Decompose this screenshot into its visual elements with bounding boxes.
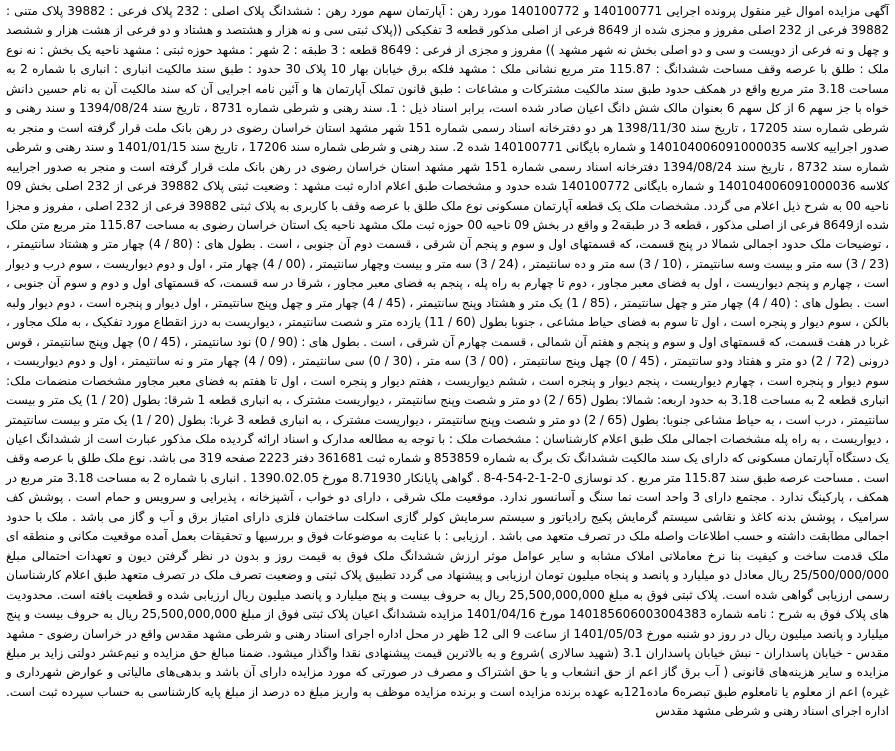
auction-notice-text: آگهی مزایده اموال غیر منقول پرونده اجرایی 140100771 و 140100772 مورد رهن : آپارتمان سهم مورد رهن : ششدانگ پلاک اصلی : 232 پلاک فرعی : 39882 پلاک متنی : 39882 فرعی از 232 اصلی مفروز و مجزی شده از 8649 فرعی از اصلی مذکور قطعه 3 تفکیکی ((پلاک ثبتی سی و نه هزار و هشتصد و هشتاد و دو فرعی از هشت هزار و ششصد و چهل و نه فرعی از دویست و سی و دو اصلی بخش نه شهر مشهد )) مفروز و مجزی از فرعی : 8649 قطعه : 3 طبقه : 2 شهر : مشهد حوزه ثبتی : مشهد ناحیه یک بخش : نه نوع ملک : طلق با عرصه وقف مساحت ششدانگ : 115.87 متر مربع نشانی ملک : مشهد فلکه برق خیابان بهار 10 پلاک 30 حدود : طبق سند مالکیت انباری : انباری با شماره 2 به مساحت 3.18 متر مربع واقع در همکف حدود طبق سند مالکیت مشترکات و مشاعات : طبق قانون تملک آپارتمان ها و آئین نامه اجرایی آن که سند مالکیت آن به نام حسین دانش خواه با جز سهم 6 از کل سهم 6 بعنوان مالک شش دانگ اعیان صادر شده است، برابر اسناد ذیل : 1. سند رهنی و شرطی شماره 8731 ، تاریخ سند 1394/08/24 و سند رهنی و شرطی شماره سند 17205 ، تاریخ سند 1398/11/30 هر دو دفترخانه اسناد رسمی شماره 151 شهر مشهد استان خراسان رضوی در رهن بانک ملت قرار گرفته است و منجر به صدور اجراییه کلاسه 140104006091000035 و شماره بایگانی 140100771 شده 2. سند رهنی و شرطی شماره سند 17206 ، تاریخ سند 1401/01/15 و سند رهنی و شرطی شماره سند 8732 ، تاریخ سند 1394/08/24 دفترخانه اسناد رسمی شماره 151 شهر مشهد استان خراسان رضوی در رهن بانک ملت قرار گرفته است و منجر به صدور اجراییه کلاسه 140104006091000036 و شماره بایگانی 140100772 شده حدود و مشخصات طبق اعلام اداره ثبت مشهد : وضعیت ثبتی پلاک 39882 فرعی از 232 اصلی بخش 09 ناحیه 00 به شرح ذیل اعلام می گردد. مشخصات ملک یک قطعه آپارتمان مسکونی نوع ملک طلق با عرصه وقف با کاربری به پلاک ثبتی 39882 فرعی از 232 اصلی ، مفروز و مجزا شده از8649 فرعی از اصلی مذکور ، قطعه 3 در طبقه2 و واقع در بخش 09 ناحیه 00 حوزه ثبت ملک مشهد ناحیه یک استان خراسان رضوی به مساحت 115.87 متر مربع متن ملک ، توضیحات ملک حدود اجمالی شمالا در پنج قسمت، که قسمتهای اول و سوم و پنجم آن شرقی ، قسمت دوم آن جنوبی ، است . بطول های : (80 / 4) چهار متر و هشتاد سانتیمتر ، (23 / 3) سه متر و بیست وسه سانتیمتر ، (10 / 3) سه متر و ده سانتیمتر ، (24 / 3) سه متر و بیست وچهار سانتیمتر ، (00 / 4) چهار متر ، اول و دوم دیواریست ، سوم درب و دیوار است ، چهارم و پنجم دیواریست ، اول به فضای معبر مجاور ، دوم تا چهارم به راه پله ، پنجم به فضای معبر مجاور ، شرقا در سه قسمت، که قسمتهای اول و دوم و سوم آن جنوبی ، است . بطول های : (40 / 4) چهار متر و چهل سانتیمتر ، (85 / 1) یک متر و هشتاد وپنج سانتیمتر ، (45 / 4) چهار متر و چهل وپنج سانتیمتر ، اول دیوار و پنجره است ، دوم دیوار ولبه بالکن ، سوم دیوار و پنجره است ، اول تا سوم به فضای حیاط مشاعی ، جنوبا بطول (60 / 11) یازده متر و شصت سانتیمتر ، دیواریست به درز انقطاع مورد تفکیک ، به ملک مجاور ، غربا در هفت قسمت، که قسمتهای اول و سوم و پنجم و هفتم آن شمالی ، قسمت چهارم آن شرقی ، است . بطول های : (90 / 0) نود سانتیمتر ، (45 / 0) چهل وپنج سانتیمتر ، قوس درونی (72 / 2) دو متر و هفتاد ودو سانتیمتر ، (45 / 0) چهل وپنج سانتیمتر ، (00 / 3) سه متر ، (30 / 0) سی سانتیمتر ، (09 / 4) چهار متر و نه سانتیمتر ، اول و دوم دیواریست ، سوم دیوار و پنجره است ، چهارم دیواریست ، پنجم دیوار و پنجره است ، ششم دیواریست ، هفتم دیوار و پنجره است ، اول تا هفتم به فضای معبر مجاور مشخصات منضمات ملک: انباری قطعه 2 به مساحت 3.18 به حدود اربعه: شمالا: بطول (65 / 2) دو متر و شصت وپنج سانتیمتر ، دیواریست مشترک ، به انباری قطعه 1 شرقا: بطول (20 / 1) یک متر و بیست سانتیمتر ، درب است ، به حیاط مشاعی جنوبا: بطول (65 / 2) دو متر و شصت وپنج سانتیمتر ، دیواریست مشترک ، به انباری قطعه 3 غربا: بطول (20 / 1) یک متر و بیست سانتیمتر ، دیواریست ، به راه پله مشخصات اجمالی ملک طبق اعلام کارشناسان : مشخصات ملک : با توجه به مطالعه مدارک و اسناد ارائه گردیده ملک مذکور عبارت است از ششدانگ اعیان یک دستگاه آپارتمان مسکونی که دارای یک سند مالکیت ششدانگ تک برگ به شماره 853859 و شماره ثبت 361681 دفتر 2223 صفحه 319 می باشد. نوع ملک طلق با عرصه وقف است . مساحت عرصه طبق سند 115.87 متر مربع . کد نوسازی 0-2-1-2-54-4-8 . گواهی پایانکار 8.71930 مورخ 1390.02.05 . انباری با شماره 2 به مساحت 3.18 متر مربع در همکف ، پارکینگ ندارد . مجتمع دارای 3 واحد است نما سنگ و آسانسور ندارد. موقعیت ملک شرقی ، دارای دو خواب ، آشپزخانه ، پذیرایی و سرویس و حمام است . پوشش کف سرامیک ، پوشش بدنه کاغذ و نقاشی سیستم گرمایش پکیج رادیاتور و سیستم سرمایش کولر گازی اسکلت ساختمان فلزی دارای امتیاز برق و آب و گاز می باشد . ملک با حدود اجمالی مطابقت داشته و حسب اطلاعات واصله ملک در تصرف متعهد می باشد . ارزیابی : با عنایت به موضوعات فوق و بررسیها و تحقیقات بعمل آمده موقعیت مکانی و منطقه ای ملک قدمت ساخت و کیفیت بنا نرخ معاملاتی املاک مشابه و سایر عوامل موثر ارزش ششدانگ ملک فوق به قیمت روز و بدون در نظر گرفتن دیون و تعهدات احتمالی مبلغ 25/500/000/000 ریال معادل دو میلیارد و پانصد و پنجاه میلیون تومان ارزیابی و پیشنهاد می گردد تطبیق پلاک ثبتی و وضعیت تصرف ملک در تصرف متعهد طبق اعلام کارشناسان رسمی ارزیابی گواهی شده است. پلاک ثبتی فوق به مبلغ 25,500,000,000 ریال به حروف بیست و پنج میلیارد و پانصد میلیون ریال ارزیابی شده و قطعیت یافته است. محدودیت های پلاک فوق به شرح : نامه شماره 140185606003004383 مورخ 1401/04/16 مزایده ششدانگ اعیان پلاک ثبتی فوق از مبلغ 25,500,000,000 ریال به حروف بیست و پنج میلیارد و پانصد میلیون ریال در روز دو شنبه مورخ 1401/05/03 از ساعت 9 الی 12 ظهر در محل اداره اجرای اسناد رهنی و شرطی مشهد مقدس واقع در خراسان رضوی - مشهد مقدس - خیابان پاسداران - نبش خیابان پاسداران 3.1 (شهید سالاری )شروع و به بالاترین قیمت پیشنهادی نقدا واگذار میشود. ضمنا مبالغ حق مزایده و نیم‌عشر دولتی زاید بر مبلغ مزایده و سایر هزینه‌های قانونی ( آب برق گاز اعم از حق انشعاب و یا حق اشتراک و مصرف در صورتی که مورد مزایده دارای آن باشد و بدهی‌های مالیاتی و عوارض شهرداری و غیره) اعم از معلوم یا نامعلوم طبق تبصره6 ماده121به عهده برنده مزایده است و برنده مزایده موظف به واریز مبلغ ده درصد از مبلغ پایه کارشناسی به حساب سپرده ثبت است. اداره اجرای اسناد رهنی و شرطی مشهد مقدس bbox=[6, 4, 890, 719]
